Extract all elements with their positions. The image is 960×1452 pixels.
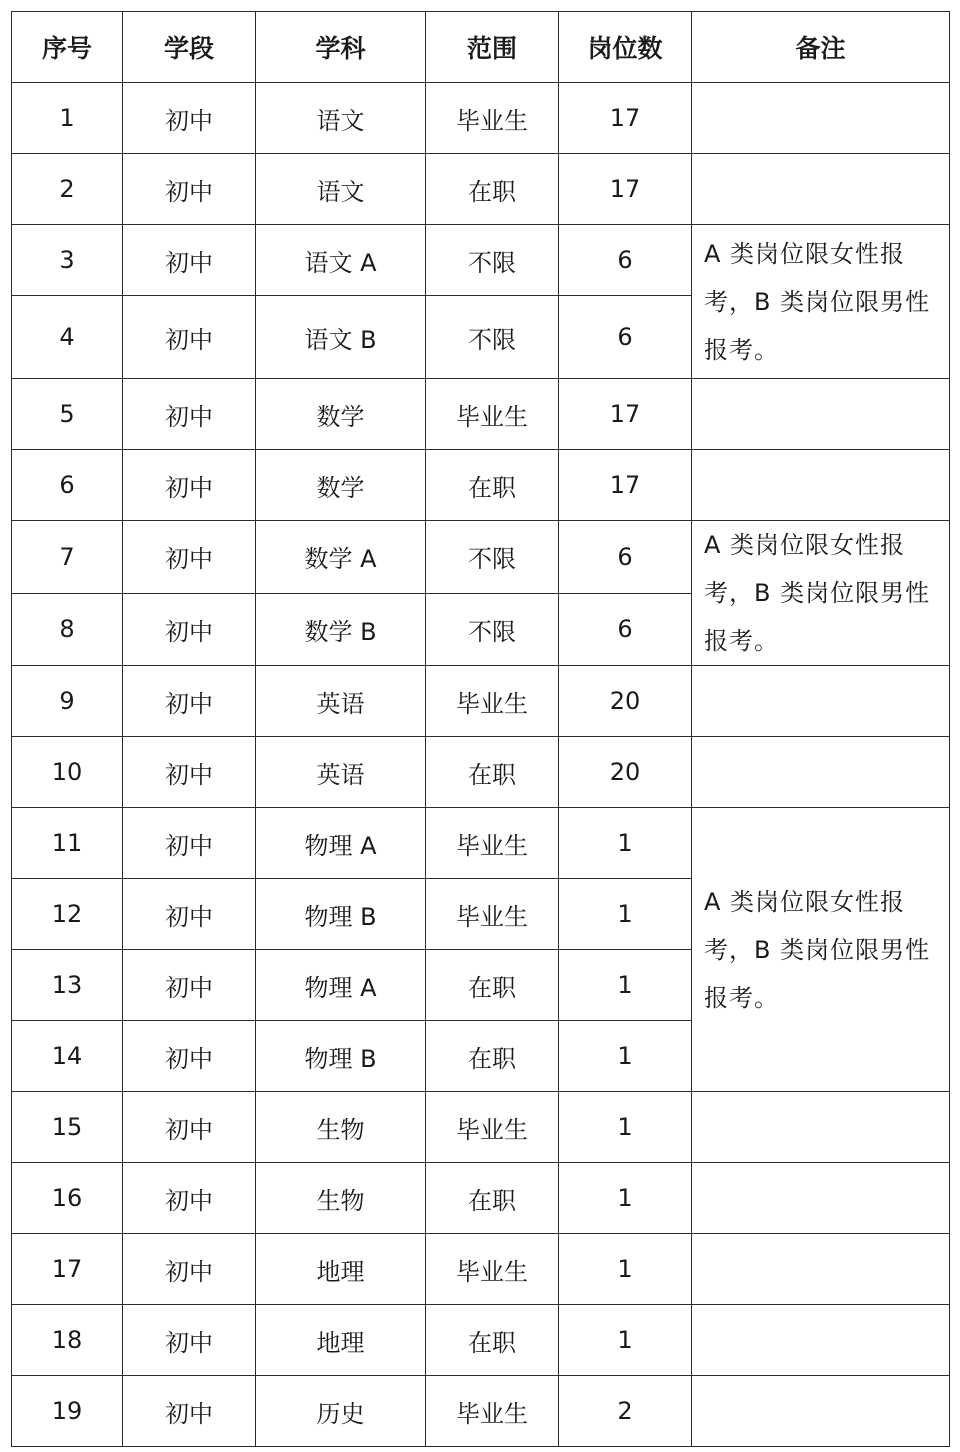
cell-subject: 物理 B [256,879,426,950]
cell-note [692,1092,950,1163]
cell-subject: 物理 A [256,950,426,1021]
cell-count: 1 [559,808,692,879]
cell-scope: 在职 [426,950,559,1021]
cell-no: 1 [12,83,123,154]
cell-no: 12 [12,879,123,950]
cell-subject: 数学 [256,450,426,521]
table-row [12,1092,950,1163]
cell-stage: 初中 [123,737,256,808]
cell-subject: 物理 A [256,808,426,879]
cell-count: 1 [559,1305,692,1376]
cell-stage: 初中 [123,1305,256,1376]
cell-subject: 地理 [256,1305,426,1376]
cell-note [692,154,950,225]
header-stage: 学段 [123,12,256,83]
cell-note [692,1376,950,1447]
header-count: 岗位数 [559,12,692,83]
cell-note [692,450,950,521]
cell-note-chinese-ab: A 类岗位限女性报考，B 类岗位限男性报考。 [692,225,950,379]
cell-scope: 在职 [426,1021,559,1092]
cell-subject: 数学 A [256,521,426,594]
table-row [12,1163,950,1234]
cell-count: 2 [559,1376,692,1447]
cell-subject: 地理 [256,1234,426,1305]
cell-note [692,83,950,154]
cell-scope: 在职 [426,1305,559,1376]
cell-scope: 在职 [426,450,559,521]
cell-subject: 历史 [256,1376,426,1447]
cell-stage: 初中 [123,879,256,950]
cell-stage: 初中 [123,593,256,666]
cell-count: 1 [559,1163,692,1234]
cell-stage: 初中 [123,1021,256,1092]
cell-count: 1 [559,1021,692,1092]
header-subject: 学科 [256,12,426,83]
table-row [12,154,950,225]
cell-no: 4 [12,296,123,379]
cell-scope: 不限 [426,296,559,379]
cell-stage: 初中 [123,1163,256,1234]
cell-count: 6 [559,225,692,296]
cell-scope: 毕业生 [426,879,559,950]
cell-subject: 数学 [256,379,426,450]
cell-count: 17 [559,83,692,154]
cell-no: 6 [12,450,123,521]
cell-note [692,1234,950,1305]
cell-stage: 初中 [123,666,256,737]
cell-subject: 语文 [256,83,426,154]
cell-count: 1 [559,1092,692,1163]
cell-no: 16 [12,1163,123,1234]
cell-stage: 初中 [123,225,256,296]
cell-scope: 在职 [426,737,559,808]
cell-count: 20 [559,666,692,737]
cell-scope: 不限 [426,225,559,296]
header-no: 序号 [12,12,123,83]
cell-subject: 语文 B [256,296,426,379]
cell-stage: 初中 [123,450,256,521]
cell-count: 20 [559,737,692,808]
cell-note [692,379,950,450]
table-row [12,521,950,594]
cell-count: 17 [559,379,692,450]
cell-subject: 语文 [256,154,426,225]
cell-stage: 初中 [123,808,256,879]
cell-stage: 初中 [123,154,256,225]
cell-no: 9 [12,666,123,737]
cell-scope: 在职 [426,154,559,225]
cell-subject: 数学 B [256,593,426,666]
header-scope: 范围 [426,12,559,83]
cell-scope: 毕业生 [426,83,559,154]
cell-count: 17 [559,450,692,521]
cell-subject: 生物 [256,1163,426,1234]
cell-scope: 在职 [426,1163,559,1234]
cell-scope: 毕业生 [426,1234,559,1305]
cell-no: 14 [12,1021,123,1092]
cell-note-math-ab: A 类岗位限女性报考，B 类岗位限男性报考。 [692,521,950,666]
cell-no: 3 [12,225,123,296]
table-row [12,808,950,879]
table-row [12,379,950,450]
cell-stage: 初中 [123,1234,256,1305]
cell-stage: 初中 [123,296,256,379]
cell-scope: 毕业生 [426,1376,559,1447]
cell-scope: 不限 [426,521,559,594]
cell-scope: 毕业生 [426,379,559,450]
table-row [12,737,950,808]
table-header-row [12,12,950,83]
cell-stage: 初中 [123,1092,256,1163]
cell-stage: 初中 [123,950,256,1021]
cell-subject: 英语 [256,666,426,737]
cell-no: 5 [12,379,123,450]
table-row [12,1234,950,1305]
cell-count: 17 [559,154,692,225]
cell-no: 10 [12,737,123,808]
cell-no: 8 [12,593,123,666]
cell-no: 18 [12,1305,123,1376]
cell-no: 11 [12,808,123,879]
cell-subject: 生物 [256,1092,426,1163]
cell-no: 19 [12,1376,123,1447]
cell-subject: 物理 B [256,1021,426,1092]
cell-note [692,666,950,737]
cell-scope: 毕业生 [426,808,559,879]
header-notes: 备注 [692,12,950,83]
cell-stage: 初中 [123,379,256,450]
cell-scope: 不限 [426,593,559,666]
table-row [12,83,950,154]
cell-note-physics-ab: A 类岗位限女性报考，B 类岗位限男性报考。 [692,808,950,1092]
cell-no: 2 [12,154,123,225]
cell-subject: 语文 A [256,225,426,296]
table-row [12,1305,950,1376]
cell-count: 1 [559,1234,692,1305]
cell-count: 6 [559,593,692,666]
cell-note [692,1305,950,1376]
cell-stage: 初中 [123,83,256,154]
cell-count: 1 [559,950,692,1021]
table-row [12,225,950,296]
table-row [12,450,950,521]
cell-no: 15 [12,1092,123,1163]
positions-table [11,11,950,1447]
cell-note [692,1163,950,1234]
cell-count: 6 [559,521,692,594]
cell-no: 13 [12,950,123,1021]
cell-no: 17 [12,1234,123,1305]
cell-subject: 英语 [256,737,426,808]
cell-scope: 毕业生 [426,1092,559,1163]
table-row [12,666,950,737]
cell-no: 7 [12,521,123,594]
cell-stage: 初中 [123,1376,256,1447]
cell-count: 1 [559,879,692,950]
cell-note [692,737,950,808]
table-row [12,1376,950,1447]
cell-scope: 毕业生 [426,666,559,737]
cell-count: 6 [559,296,692,379]
cell-stage: 初中 [123,521,256,594]
